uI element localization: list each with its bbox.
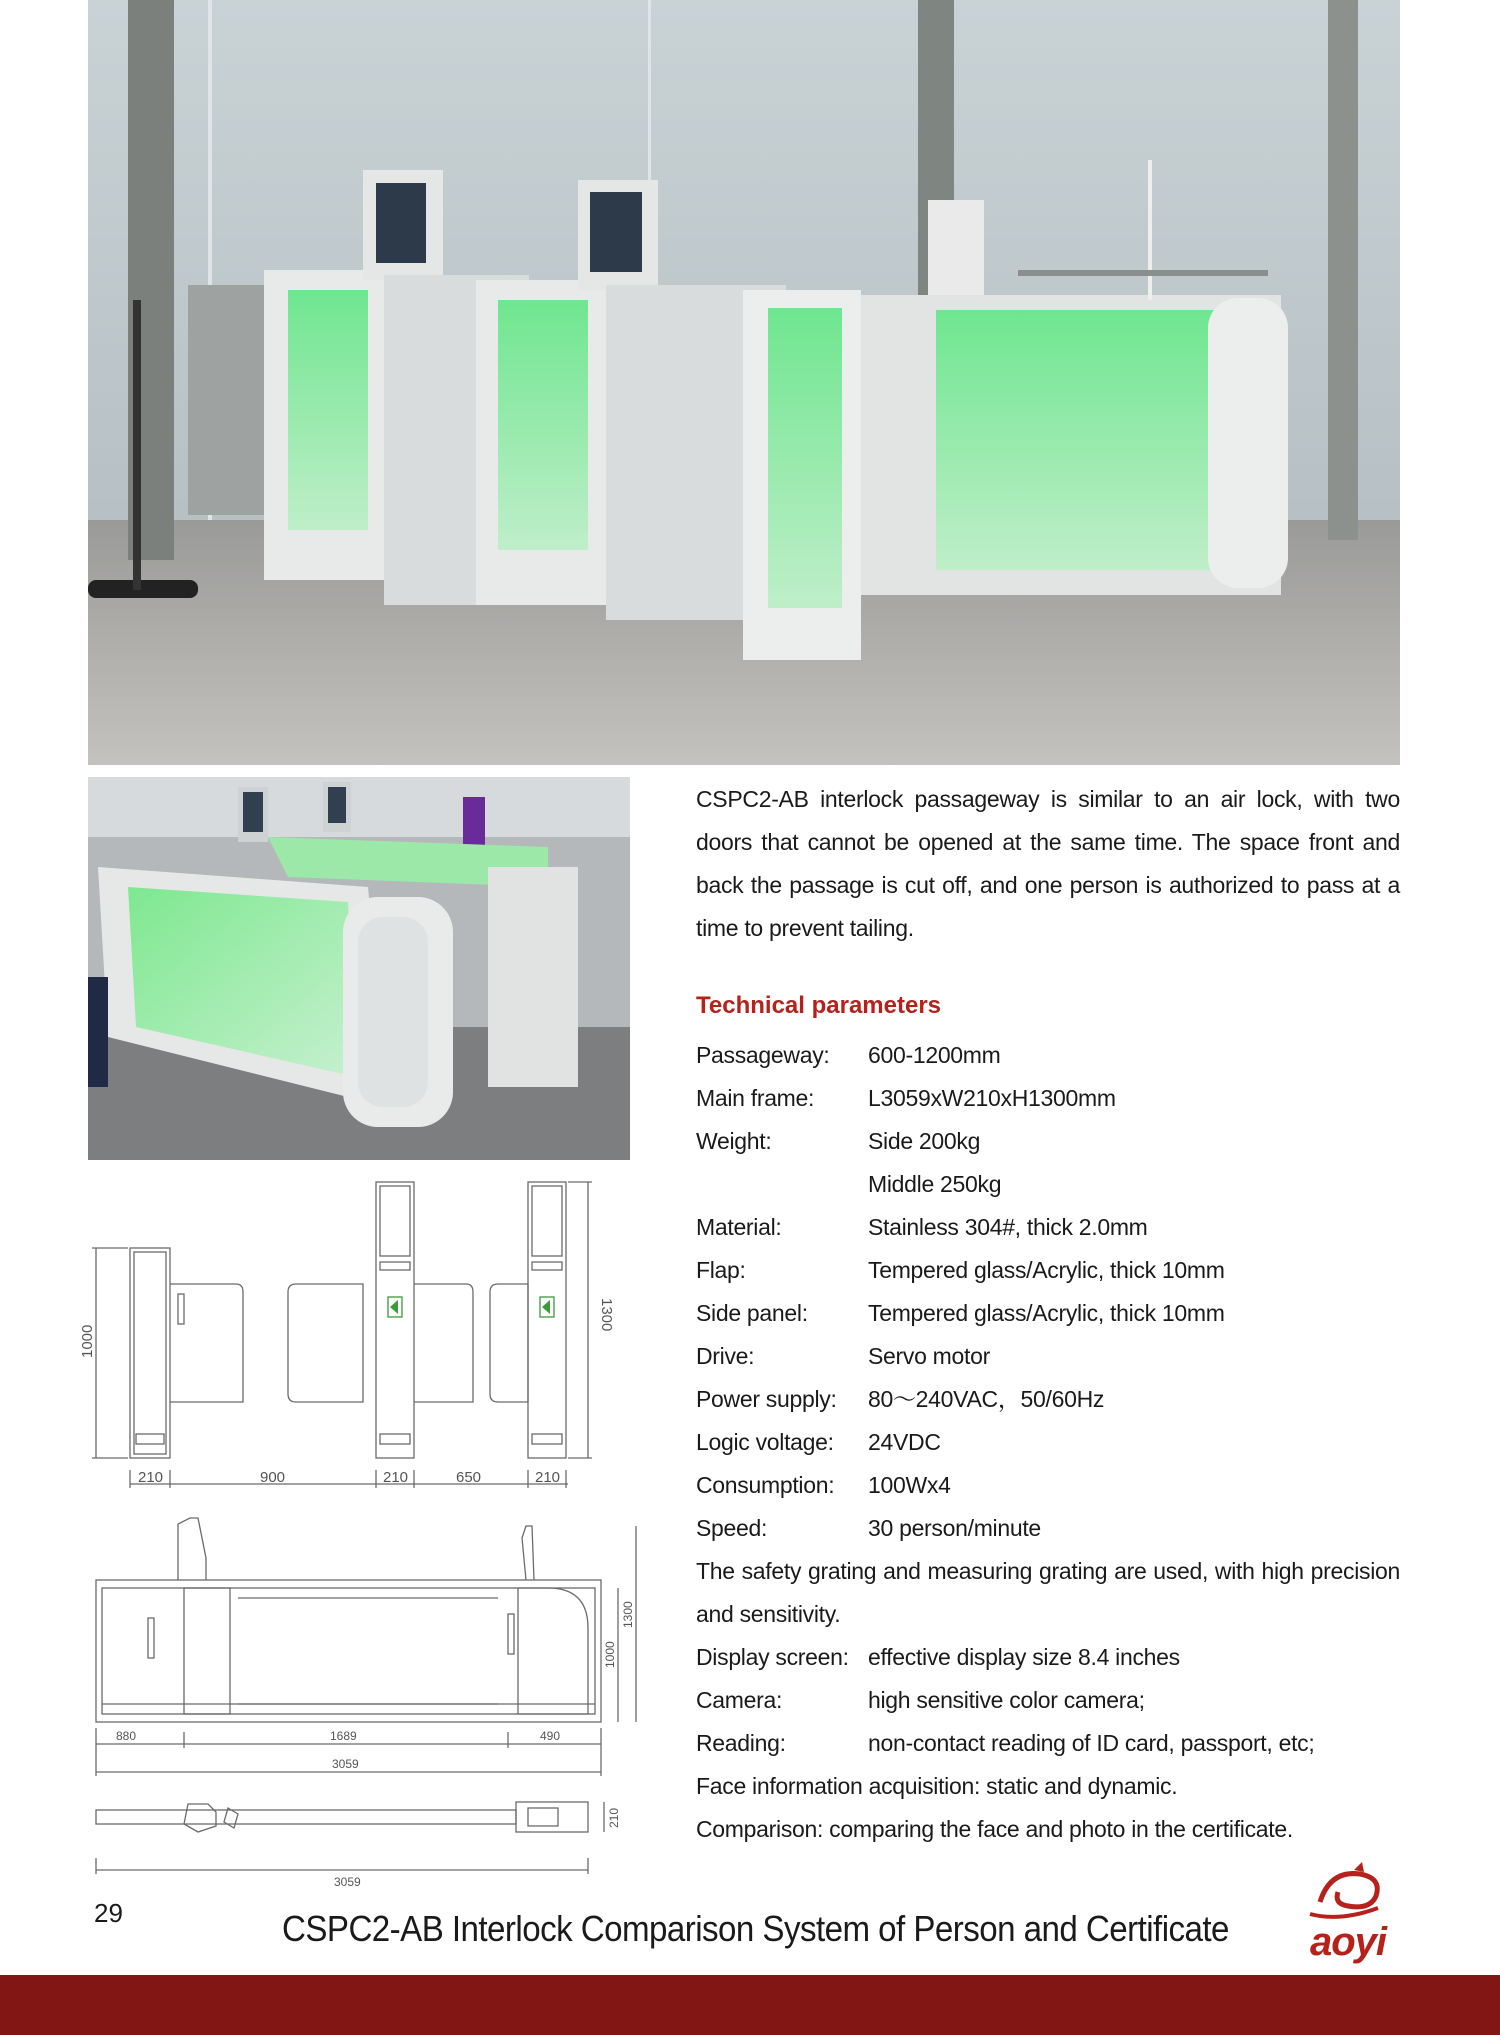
spec-value: 24VDC bbox=[868, 1429, 941, 1455]
side-height-outer: 1300 bbox=[621, 1601, 635, 1628]
spec-value: high sensitive color camera; bbox=[868, 1687, 1145, 1713]
spec-row bbox=[696, 1335, 1400, 1378]
spec-row bbox=[696, 1206, 1400, 1249]
side-height-inner: 1000 bbox=[603, 1641, 617, 1668]
spec-label: Speed: bbox=[696, 1515, 768, 1541]
spec-row bbox=[696, 1077, 1400, 1120]
spec-value: effective display size 8.4 inches bbox=[868, 1644, 1180, 1670]
front-height-left: 1000 bbox=[79, 1324, 96, 1358]
front-width-1: 210 bbox=[138, 1469, 164, 1486]
spec-row bbox=[696, 1464, 1400, 1507]
side-segment-3: 490 bbox=[540, 1729, 561, 1743]
side-view-drawing bbox=[88, 1518, 648, 1786]
spec-value: 100Wx4 bbox=[868, 1472, 951, 1498]
spec-value: 80～240VAC，50/60Hz bbox=[868, 1386, 1105, 1412]
spec-row bbox=[696, 1421, 1400, 1464]
comparison-line: Comparison: comparing the face and photo in the certificate. bbox=[696, 1816, 1293, 1842]
top-width: 210 bbox=[607, 1807, 621, 1828]
footer-bar bbox=[0, 1975, 1500, 2035]
spec-label: Side panel: bbox=[696, 1300, 808, 1326]
spec-row bbox=[696, 1120, 1400, 1163]
footer-title: CSPC2-AB Interlock Comparison System of Person and Certificate bbox=[282, 1908, 1229, 1949]
spec-row bbox=[696, 1722, 1400, 1765]
front-height-right: 1300 bbox=[598, 1298, 615, 1332]
spec-label: Logic voltage: bbox=[696, 1429, 834, 1455]
spec-label: Weight: bbox=[696, 1128, 772, 1154]
spec-label: Display screen: bbox=[696, 1644, 849, 1670]
spec-row bbox=[696, 1636, 1400, 1679]
spec-label: Passageway: bbox=[696, 1042, 830, 1068]
front-width-3: 210 bbox=[383, 1469, 409, 1486]
logo-text: aoyi bbox=[1309, 1920, 1387, 1964]
spec-row bbox=[696, 1679, 1400, 1722]
main-product-photo bbox=[88, 0, 1400, 765]
spec-label: Power supply: bbox=[696, 1386, 837, 1412]
front-width-5: 210 bbox=[535, 1469, 561, 1486]
spec-value: Servo motor bbox=[868, 1343, 990, 1369]
spec-row bbox=[696, 1034, 1400, 1077]
side-total: 3059 bbox=[332, 1757, 359, 1771]
spec-row bbox=[696, 1292, 1400, 1335]
face-acquisition-line: Face information acquisition: static and dynamic. bbox=[696, 1773, 1178, 1799]
front-width-4: 650 bbox=[456, 1469, 482, 1486]
spec-value: Side 200kg bbox=[868, 1128, 981, 1154]
spec-row bbox=[696, 1507, 1400, 1550]
front-view-drawing bbox=[79, 1172, 648, 1508]
spec-row bbox=[696, 1378, 1400, 1421]
spec-value: Stainless 304#, thick 2.0mm bbox=[868, 1214, 1148, 1240]
secondary-product-photo bbox=[88, 777, 630, 1160]
spec-value: 30 person/minute bbox=[868, 1515, 1041, 1541]
front-width-2: 900 bbox=[260, 1469, 286, 1486]
spec-label: Main frame: bbox=[696, 1085, 815, 1111]
spec-value: Tempered glass/Acrylic, thick 10mm bbox=[868, 1257, 1225, 1283]
spec-value: Tempered glass/Acrylic, thick 10mm bbox=[868, 1300, 1225, 1326]
intro-paragraph: CSPC2-AB interlock passageway is similar to an air lock, with two doors that cannot be opened at the same time. The space front and back the passage is cut off, and one person is authorized to pass at a time to prevent tailing. bbox=[696, 786, 1400, 941]
spec-label: Reading: bbox=[696, 1730, 786, 1756]
technical-parameters-list bbox=[696, 1034, 1400, 1851]
spec-value: 600-1200mm bbox=[868, 1042, 1001, 1068]
side-segment-2: 1689 bbox=[330, 1729, 357, 1743]
spec-value: L3059xW210xH1300mm bbox=[868, 1085, 1116, 1111]
top-total: 3059 bbox=[334, 1875, 361, 1889]
spec-label: Drive: bbox=[696, 1343, 755, 1369]
spec-label: Material: bbox=[696, 1214, 782, 1240]
spec-label: Consumption: bbox=[696, 1472, 835, 1498]
side-segment-1: 880 bbox=[116, 1729, 137, 1743]
technical-parameters-heading: Technical parameters bbox=[696, 992, 942, 1019]
spec-label: Flap: bbox=[696, 1257, 746, 1283]
spec-label: Camera: bbox=[696, 1687, 783, 1713]
spec-row bbox=[696, 1163, 1400, 1206]
spec-row bbox=[696, 1249, 1400, 1292]
spec-value: Middle 250kg bbox=[868, 1171, 1002, 1197]
spec-value: non-contact reading of ID card, passport, etc; bbox=[868, 1730, 1315, 1756]
page-number: 29 bbox=[94, 1898, 123, 1928]
grating-note: The safety grating and measuring grating are used, with high precision and sensitivity. bbox=[696, 1558, 1400, 1627]
top-view-drawing bbox=[88, 1800, 648, 1892]
